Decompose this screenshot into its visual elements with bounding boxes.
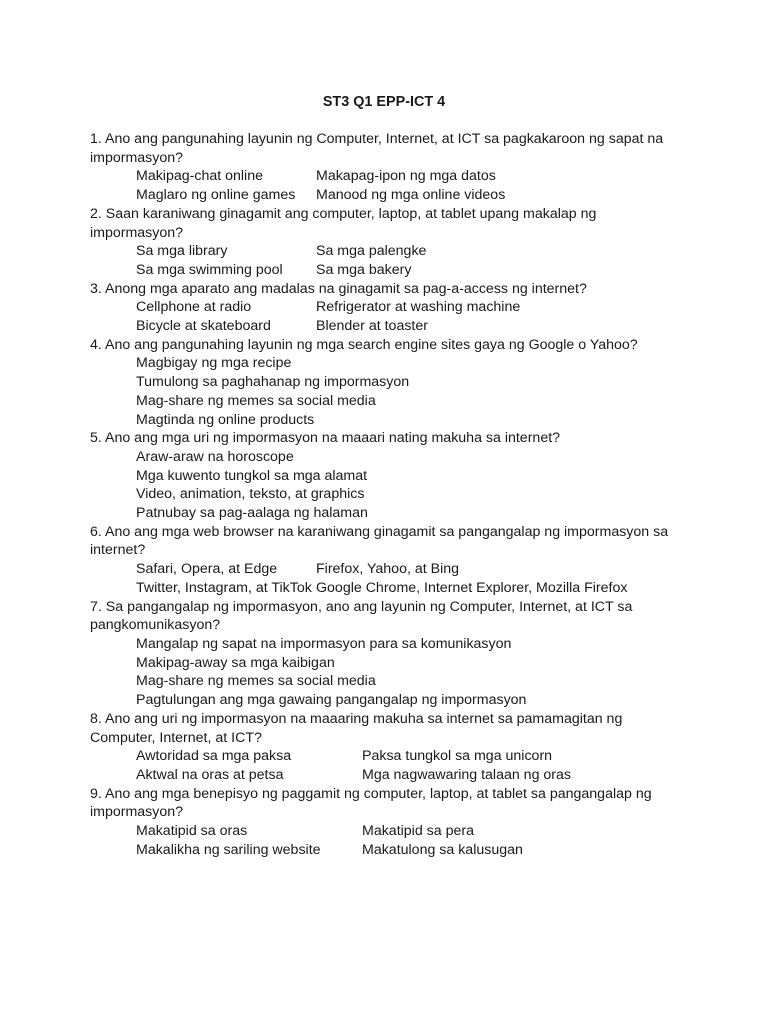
choice-list <box>90 560 690 597</box>
question-text: 6. Ano ang mga web browser na karaniwang ginagamit sa pangangalap ng impormasyon sa internet? <box>90 523 669 559</box>
choice: Safari, Opera, at Edge <box>136 561 278 578</box>
choice: Aktwal na oras at petsa <box>136 766 284 783</box>
question-text: 9. Ano ang mga benepisyo ng paggamit ng computer, laptop, at tablet sa pangangalap ng impormasyon? <box>90 785 652 821</box>
choice: Awtoridad sa mga paksa <box>136 748 292 765</box>
choice: Maglaro ng online games <box>136 187 296 204</box>
question-5 <box>90 429 690 523</box>
question-text: 8. Ano ang uri ng impormasyon na maaaring makuha sa internet sa pamamagitan ng Computer, Internet, at ICT? <box>90 710 623 746</box>
question-text: 1. Ano ang pangunahing layunin ng Computer, Internet, at ICT sa pagkakaroon ng sapat na impormasyon? <box>90 131 664 166</box>
question-text: 4. Ano ang pangunahing layunin ng mga search engine sites gaya ng Google o Yahoo? <box>90 336 638 353</box>
choice: Mag-share ng memes sa social media <box>136 673 376 690</box>
choice: Mga kuwento tungkol sa mga alamat <box>136 467 368 484</box>
question-4 <box>90 336 690 430</box>
choice: Cellphone at radio <box>136 299 252 316</box>
choice: Makipag-away sa mga kaibigan <box>136 654 335 671</box>
choice: Makatulong sa kalusugan <box>362 841 523 858</box>
choice: Sa mga library <box>136 243 228 260</box>
question-6 <box>90 523 690 598</box>
choice: Makatipid sa pera <box>362 823 474 840</box>
choice: Makalikha ng sariling website <box>136 841 321 858</box>
document-title: ST3 Q1 EPP-ICT 4 <box>322 94 446 110</box>
choice-list <box>90 448 690 523</box>
choice-list <box>90 822 690 859</box>
question-2 <box>90 205 690 280</box>
choice: Mga nagwawaring talaan ng oras <box>362 766 572 783</box>
choice: Makatipid sa oras <box>136 823 248 840</box>
choice: Tumulong sa paghahanap ng impormasyon <box>136 374 410 391</box>
choice: Paksa tungkol sa mga unicorn <box>362 748 553 765</box>
choice: Video, animation, teksto, at graphics <box>136 486 365 503</box>
choice: Patnubay sa pag-aalaga ng halaman <box>136 505 368 522</box>
choice: Sa mga swimming pool <box>136 261 283 278</box>
choice-list <box>90 354 690 429</box>
question-text: 5. Ano ang mga uri ng impormasyon na maaari nating makuha sa internet? <box>90 430 561 447</box>
choice: Manood ng mga online videos <box>316 187 506 204</box>
question-7 <box>90 598 690 710</box>
choice-list <box>90 167 690 204</box>
choice: Blender at toaster <box>316 318 428 335</box>
choice: Araw-araw na horoscope <box>136 448 294 465</box>
choice: Twitter, Instagram, at TikTok <box>136 579 312 596</box>
choice: Sa mga palengke <box>316 243 427 260</box>
choice: Magtinda ng online products <box>136 411 315 428</box>
question-1 <box>90 130 690 205</box>
choice: Firefox, Yahoo, at Bing <box>316 561 460 578</box>
question-text: 2. Saan karaniwang ginagamit ang computer, laptop, at tablet upang makalap ng impormasyon? <box>90 205 597 241</box>
choice-list <box>90 747 690 784</box>
choice: Refrigerator at washing machine <box>316 299 521 316</box>
choice: Magbigay ng mga recipe <box>136 355 292 372</box>
question-text: 3. Anong mga aparato ang madalas na ginagamit sa pag-a-access ng internet? <box>90 280 587 297</box>
choice: Mangalap ng sapat na impormasyon para sa komunikasyon <box>136 635 512 652</box>
choice: Mag-share ng memes sa social media <box>136 392 376 409</box>
choice: Makapag-ipon ng mga datos <box>316 168 496 185</box>
question-list <box>90 130 690 859</box>
choice-list <box>90 242 690 279</box>
choice: Bicycle at skateboard <box>136 318 271 335</box>
choice: Pagtulungan ang mga gawaing pangangalap ng impormasyon <box>136 692 527 709</box>
choice-list <box>90 635 690 710</box>
choice: Makipag-chat online <box>136 168 263 185</box>
question-8 <box>90 710 690 785</box>
question-text: 7. Sa pangangalap ng impormasyon, ano ang layunin ng Computer, Internet, at ICT sa pangkomunikasyon? <box>90 598 633 634</box>
choice-list <box>90 298 690 335</box>
question-9 <box>90 785 690 860</box>
question-3 <box>90 280 690 336</box>
choice: Sa mga bakery <box>316 261 412 278</box>
choice: Google Chrome, Internet Explorer, Mozilla Firefox <box>316 579 628 596</box>
